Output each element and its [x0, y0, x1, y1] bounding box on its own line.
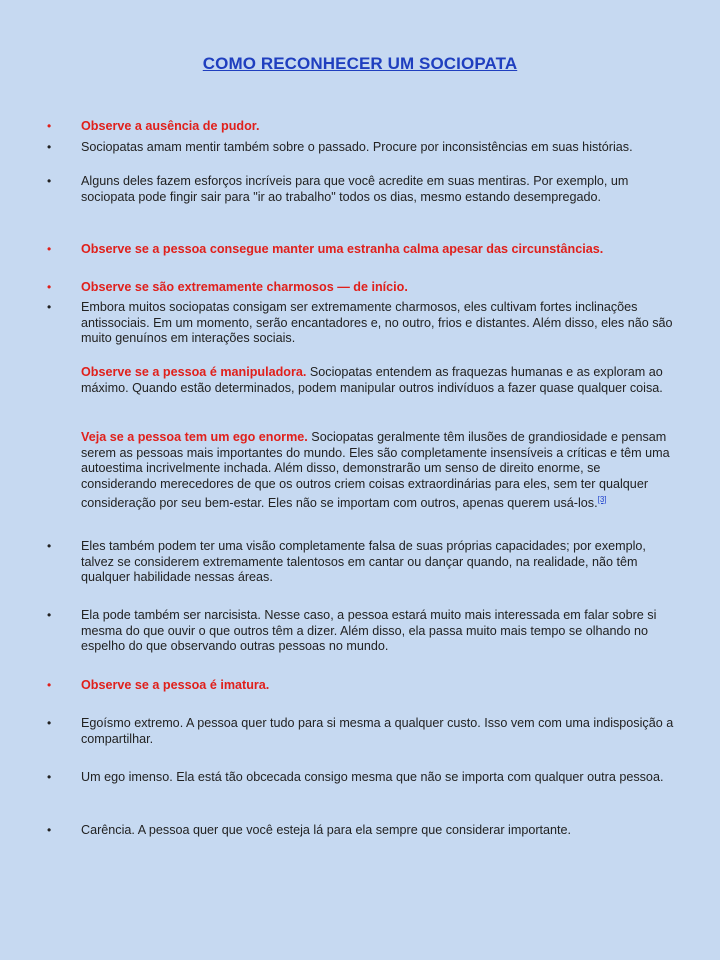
list-item: [47, 242, 675, 258]
item-text: Observe se a pessoa é imatura.: [81, 678, 270, 692]
item-text: Eles também podem ter uma visão completamente falsa de suas próprias capacidades; por exemplo, talvez se considerem extremamente talentosos em cantar ou dançar quando, na realidade, não têm qualquer habilidade nessas áreas.: [81, 539, 646, 584]
item-lead: Veja se a pessoa tem um ego enorme.: [81, 430, 308, 444]
list-item: [47, 140, 675, 156]
bullet-icon: •: [47, 242, 52, 256]
item-text: Egoísmo extremo. A pessoa quer tudo para si mesma a qualquer custo. Isso vem com uma indisposição a compartilhar.: [81, 716, 674, 746]
list-item: [47, 300, 675, 347]
item-text: Sociopatas geralmente têm ilusões de grandiosidade e pensam serem as pessoas mais importantes do mundo. Eles são completamente insensíveis a críticas e têm uma autoestima incrivelmente inchada. Além disso, demonstrarão um senso de direito enorme, se considerando merecedores de que os outros criem coisas extraordinárias para eles, sem ter qualquer consideração por seu bem-estar. Eles não se importam com outros, apenas querem usá-los.: [81, 430, 670, 511]
item-lead: Observe se a pessoa é manipuladora.: [81, 365, 307, 379]
paragraph: [81, 365, 675, 396]
bullet-icon: •: [47, 539, 52, 553]
list-item: [47, 119, 675, 135]
list-item: [47, 608, 675, 655]
bullet-icon: •: [47, 678, 52, 692]
bullet-icon: •: [47, 140, 52, 154]
footnote-link[interactable]: [3]: [597, 495, 607, 504]
list-item: [47, 823, 675, 839]
paragraph: [81, 430, 675, 512]
list-item: [47, 716, 675, 747]
item-text: Observe a ausência de pudor.: [81, 119, 260, 133]
list-item: [47, 539, 675, 586]
bullet-icon: •: [47, 716, 52, 730]
bullet-icon: •: [47, 608, 52, 622]
item-text: Carência. A pessoa quer que você esteja lá para ela sempre que considerar importante.: [81, 823, 572, 837]
item-text: Observe se são extremamente charmosos — de início.: [81, 280, 408, 294]
item-text: Sociopatas amam mentir também sobre o passado. Procure por inconsistências em suas histórias.: [81, 140, 633, 154]
list-item: [47, 174, 675, 205]
bullet-icon: •: [47, 823, 52, 837]
bullet-icon: •: [47, 300, 52, 314]
item-text: Alguns deles fazem esforços incríveis para que você acredite em suas mentiras. Por exemplo, um sociopata pode fingir sair para "ir ao trabalho" todos os dias, mesmo estando desempregado.: [81, 174, 629, 204]
item-text: Observe se a pessoa consegue manter uma estranha calma apesar das circunstâncias.: [81, 242, 604, 256]
item-text: Sociopatas entendem as fraquezas humanas e as exploram ao máximo. Quando estão determinados, podem manipular outros indivíduos a fazer quase qualquer coisa.: [81, 365, 663, 395]
bullet-icon: •: [47, 174, 52, 188]
list-item: [47, 770, 675, 786]
page-title: COMO RECONHECER UM SOCIOPATA: [202, 54, 518, 73]
bullet-icon: •: [47, 280, 52, 294]
list-item: [47, 280, 675, 296]
bullet-icon: •: [47, 770, 52, 784]
item-text: Um ego imenso. Ela está tão obcecada consigo mesma que não se importa com qualquer outra pessoa.: [81, 770, 664, 784]
list-item: [47, 678, 675, 694]
bullet-icon: •: [47, 119, 52, 133]
item-text: Embora muitos sociopatas consigam ser extremamente charmosos, eles cultivam fortes inclinações antissociais. Em um momento, serão encantadores e, no outro, frios e distantes. Além disso, eles não são muito genuínos em interações sociais.: [81, 300, 673, 345]
item-text: Ela pode também ser narcisista. Nesse caso, a pessoa estará muito mais interessada em falar sobre si mesma do que ouvir o que outros têm a dizer. Além disso, ela passa muito mais tempo se olhando no espelho do que observando outras pessoas no mundo.: [81, 608, 657, 653]
